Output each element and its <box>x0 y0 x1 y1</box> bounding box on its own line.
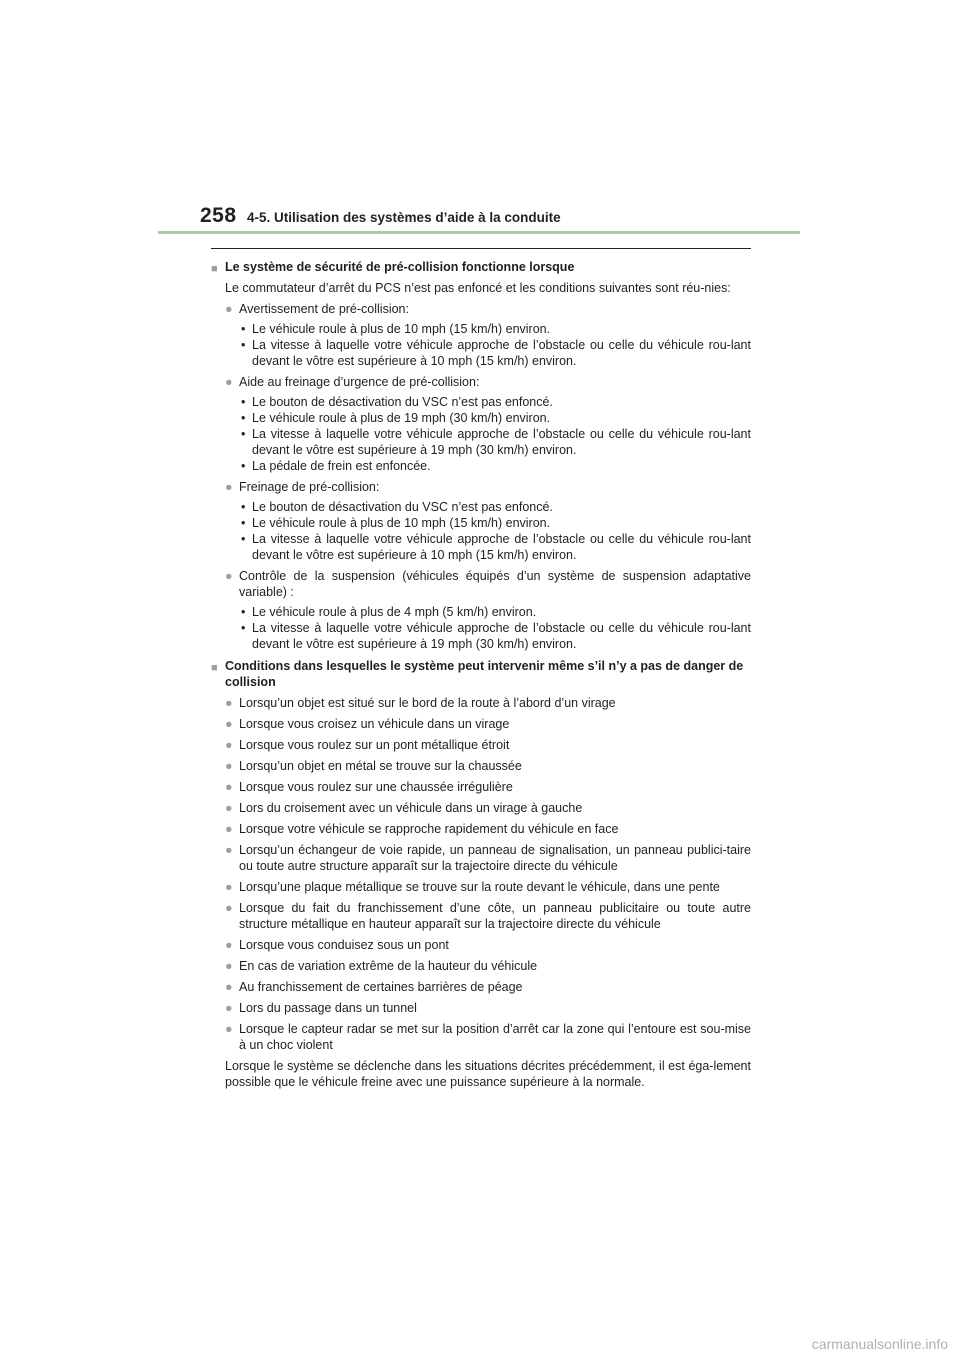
sub-list <box>211 499 751 563</box>
small-bullet-icon: • <box>241 500 246 514</box>
list-item <box>211 716 751 732</box>
list-item <box>211 937 751 953</box>
list-item <box>211 568 751 600</box>
round-bullet-icon: ● <box>225 759 233 773</box>
page-number: 258 <box>200 204 237 227</box>
list-item <box>211 842 751 874</box>
small-bullet-icon: • <box>241 395 246 409</box>
list-item-text: Lorsqu’un objet en métal se trouve sur la chaussée <box>239 759 522 773</box>
sub-list-item-text: La vitesse à laquelle votre véhicule approche de l’obstacle ou celle du véhicule rou-lant devant le vôtre est supérieure à 19 mph (30 km/h) environ. <box>252 621 751 651</box>
sub-list-item <box>239 531 751 563</box>
page-content <box>211 248 751 1090</box>
round-bullet-icon: ● <box>225 959 233 973</box>
sub-list <box>211 604 751 652</box>
sub-list <box>211 321 751 369</box>
list-item <box>211 879 751 895</box>
page-header <box>158 204 800 234</box>
list-item-text: Au franchissement de certaines barrières de péage <box>239 980 523 994</box>
list-item-text: Freinage de pré-collision: <box>239 480 380 494</box>
sub-list-item-text: Le bouton de désactivation du VSC n’est pas enfoncé. <box>252 395 553 409</box>
list-item-text: Lorsque votre véhicule se rapproche rapidement du véhicule en face <box>239 822 619 836</box>
round-bullet-icon: ● <box>225 717 233 731</box>
list-item <box>211 821 751 837</box>
watermark: carmanualsonline.info <box>811 1336 948 1352</box>
list-item-text: Lorsque le capteur radar se met sur la position d’arrêt car la zone qui l’entoure est sou-mise à un choc violent <box>239 1022 751 1052</box>
list-item <box>211 479 751 495</box>
sub-list-item-text: Le véhicule roule à plus de 19 mph (30 km/h) environ. <box>252 411 551 425</box>
closing-paragraph: Lorsque le système se déclenche dans les situations décrites précédemment, il est éga-lement possible que le véhicule freine avec une puissance supérieure à la normale. <box>225 1059 751 1089</box>
round-bullet-icon: ● <box>225 480 233 494</box>
sub-list-item <box>239 604 751 620</box>
list-item <box>211 779 751 795</box>
small-bullet-icon: • <box>241 322 246 336</box>
small-bullet-icon: • <box>241 411 246 425</box>
round-bullet-icon: ● <box>225 738 233 752</box>
list-item <box>211 301 751 317</box>
list-item <box>211 800 751 816</box>
sub-list-item-text: Le véhicule roule à plus de 4 mph (5 km/h) environ. <box>252 605 537 619</box>
list-item-text: Lorsque vous croisez un véhicule dans un virage <box>239 717 510 731</box>
sub-list-item-text: La vitesse à laquelle votre véhicule approche de l’obstacle ou celle du véhicule rou-lant devant le vôtre est supérieure à 10 mph (15 km/h) environ. <box>252 338 751 368</box>
sub-list-item-text: La pédale de frein est enfoncée. <box>252 459 431 473</box>
list-item <box>211 958 751 974</box>
section-heading <box>211 259 751 275</box>
list-item <box>211 1021 751 1053</box>
sub-list-item <box>239 394 751 410</box>
header-rule <box>158 231 800 234</box>
list-item-text: Aide au freinage d’urgence de pré-collision: <box>239 375 480 389</box>
sub-list-item <box>239 499 751 515</box>
sub-list-item <box>239 515 751 531</box>
list-item <box>211 374 751 390</box>
list-item <box>211 979 751 995</box>
round-bullet-icon: ● <box>225 901 233 915</box>
round-bullet-icon: ● <box>225 938 233 952</box>
round-bullet-icon: ● <box>225 822 233 836</box>
small-bullet-icon: • <box>241 621 246 635</box>
list-item-text: Contrôle de la suspension (véhicules équipés d’un système de suspension adaptative variable) : <box>239 569 751 599</box>
list-item-text: Lorsque vous conduisez sous un pont <box>239 938 449 952</box>
list-item-text: Lorsqu’une plaque métallique se trouve sur la route devant le véhicule, dans une pente <box>239 880 720 894</box>
small-bullet-icon: • <box>241 427 246 441</box>
round-bullet-icon: ● <box>225 843 233 857</box>
round-bullet-icon: ● <box>225 696 233 710</box>
list-item <box>211 900 751 932</box>
list-item-text: Avertissement de pré-collision: <box>239 302 409 316</box>
sub-list-item <box>239 337 751 369</box>
round-bullet-icon: ● <box>225 375 233 389</box>
small-bullet-icon: • <box>241 605 246 619</box>
list-item <box>211 1000 751 1016</box>
intro-paragraph: Le commutateur d’arrêt du PCS n’est pas enfoncé et les conditions suivantes sont réu-nies: <box>225 281 731 295</box>
small-bullet-icon: • <box>241 338 246 352</box>
sub-list-item-text: Le véhicule roule à plus de 10 mph (15 km/h) environ. <box>252 322 551 336</box>
sub-list-item-text: La vitesse à laquelle votre véhicule approche de l’obstacle ou celle du véhicule rou-lant devant le vôtre est supérieure à 19 mph (30 km/h) environ. <box>252 427 751 457</box>
small-bullet-icon: • <box>241 532 246 546</box>
small-bullet-icon: • <box>241 459 246 473</box>
round-bullet-icon: ● <box>225 302 233 316</box>
list-item-text: Lors du croisement avec un véhicule dans un virage à gauche <box>239 801 583 815</box>
round-bullet-icon: ● <box>225 1022 233 1036</box>
round-bullet-icon: ● <box>225 880 233 894</box>
list-item-text: Lorsqu’un objet est situé sur le bord de la route à l’abord d’un virage <box>239 696 616 710</box>
square-bullet-icon: ■ <box>211 263 218 275</box>
list-item-text: En cas de variation extrême de la hauteur du véhicule <box>239 959 538 973</box>
section-heading-text: Le système de sécurité de pré-collision fonctionne lorsque <box>225 260 575 274</box>
sub-list-item <box>239 426 751 458</box>
list-item-text: Lorsque vous roulez sur une chaussée irrégulière <box>239 780 513 794</box>
list-item-text: Lors du passage dans un tunnel <box>239 1001 417 1015</box>
sub-list-item <box>239 410 751 426</box>
section-heading <box>211 658 751 690</box>
sub-list-item <box>239 458 751 474</box>
list-item-text: Lorsque du fait du franchissement d’une côte, un panneau publicitaire ou toute autre structure métallique en hauteur apparaît sur la trajectoire directe du véhicule <box>239 901 751 931</box>
sub-list-item-text: Le bouton de désactivation du VSC n’est pas enfoncé. <box>252 500 553 514</box>
list-item <box>211 758 751 774</box>
round-bullet-icon: ● <box>225 569 233 583</box>
section-heading-text: Conditions dans lesquelles le système peut intervenir même s’il n’y a pas de danger de collision <box>225 659 744 689</box>
list-item-text: Lorsqu’un échangeur de voie rapide, un panneau de signalisation, un panneau publici-taire ou toute autre structure apparaît sur la trajectoire directe du véhicule <box>239 843 751 873</box>
section-title: 4-5. Utilisation des systèmes d’aide à la conduite <box>247 210 561 225</box>
round-bullet-icon: ● <box>225 780 233 794</box>
list-item-text: Lorsque vous roulez sur un pont métallique étroit <box>239 738 510 752</box>
sub-list <box>211 394 751 474</box>
round-bullet-icon: ● <box>225 980 233 994</box>
small-bullet-icon: • <box>241 516 246 530</box>
sub-list-item-text: Le véhicule roule à plus de 10 mph (15 km/h) environ. <box>252 516 551 530</box>
list-item <box>211 695 751 711</box>
sub-list-item <box>239 620 751 652</box>
list-item <box>211 737 751 753</box>
square-bullet-icon: ■ <box>211 662 218 674</box>
sub-list-item-text: La vitesse à laquelle votre véhicule approche de l’obstacle ou celle du véhicule rou-lant devant le vôtre est supérieure à 10 mph (15 km/h) environ. <box>252 532 751 562</box>
round-bullet-icon: ● <box>225 801 233 815</box>
round-bullet-icon: ● <box>225 1001 233 1015</box>
sub-list-item <box>239 321 751 337</box>
